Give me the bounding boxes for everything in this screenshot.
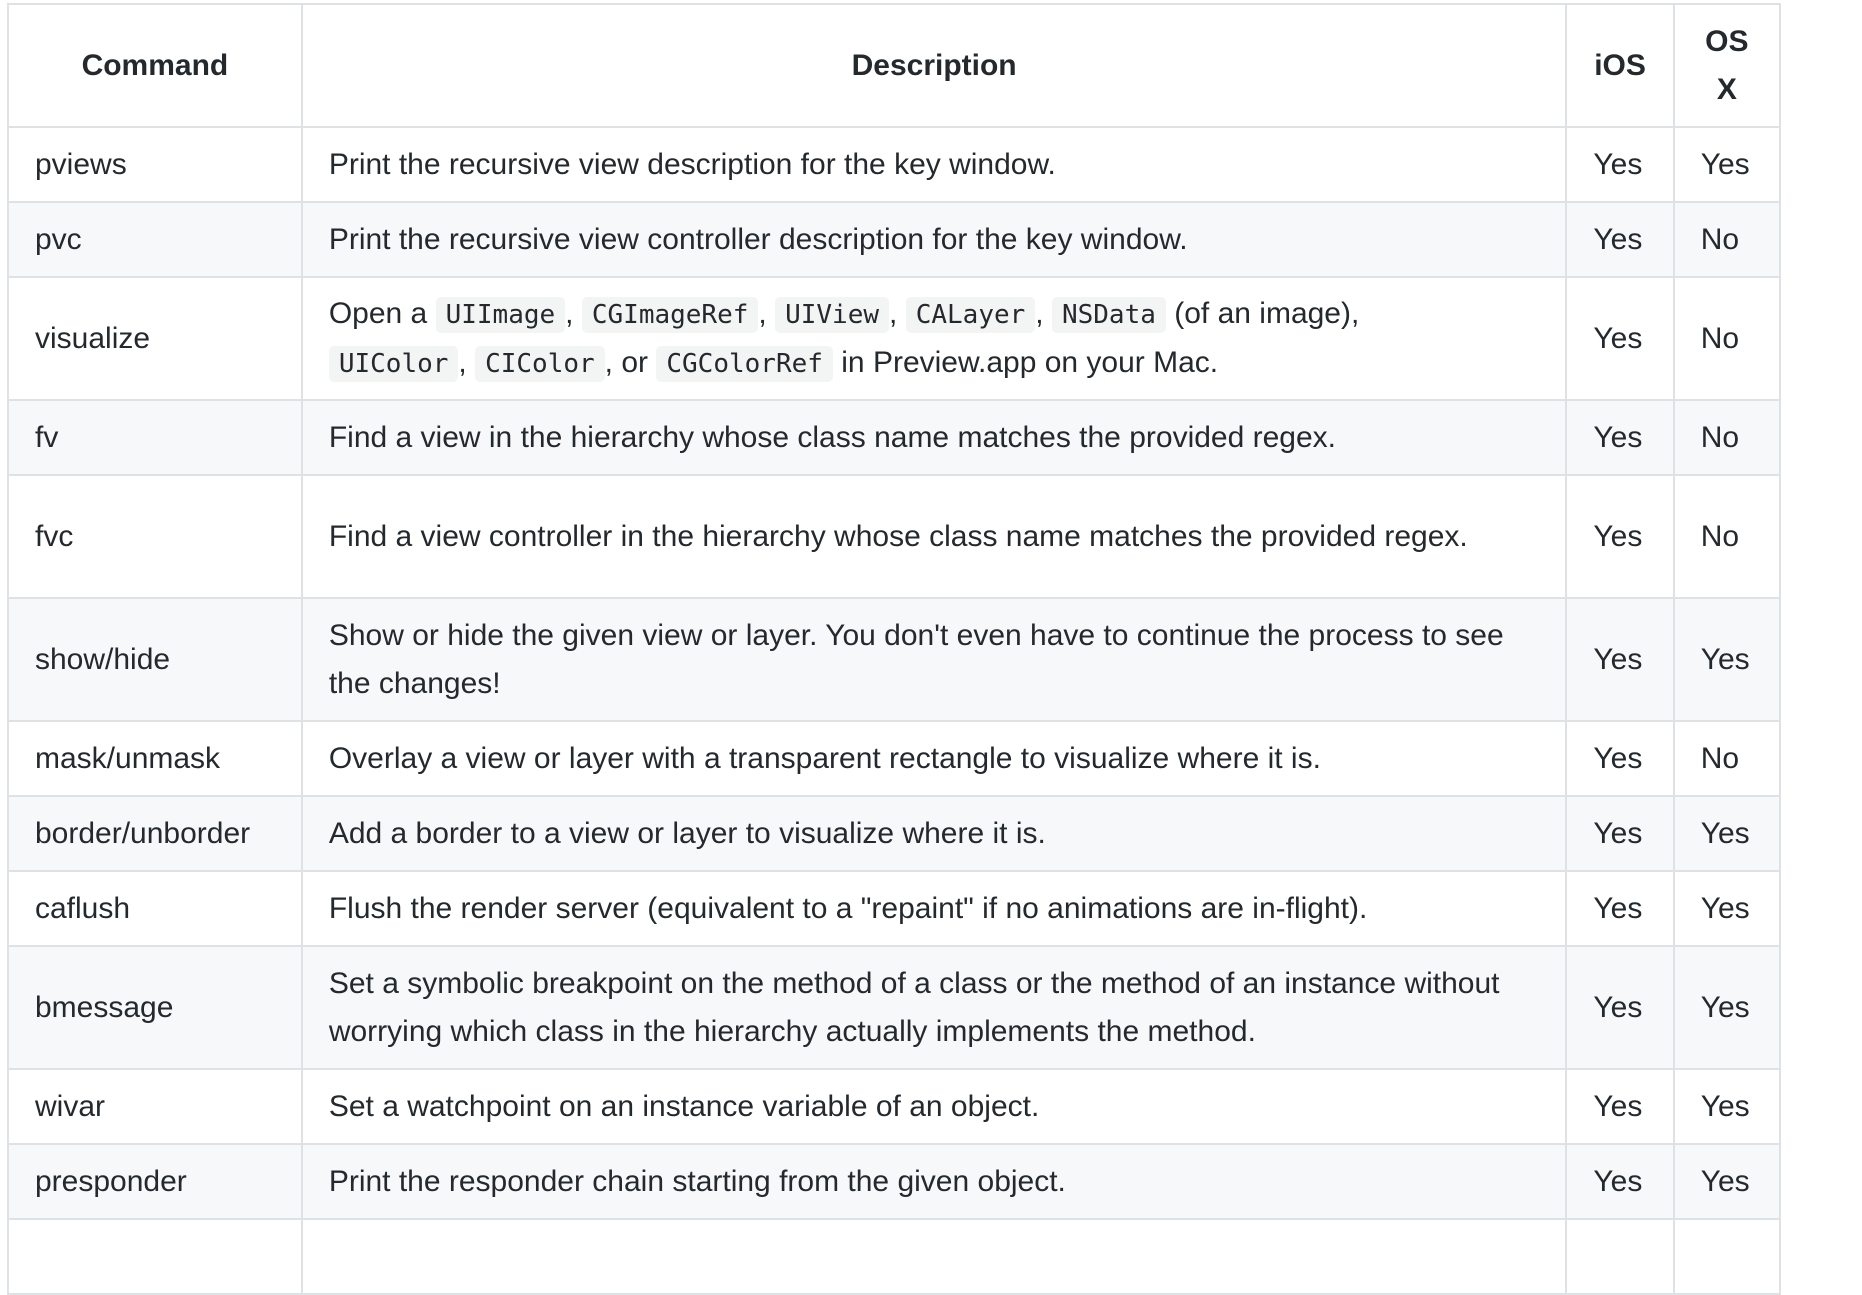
cell-command: visualize — [8, 277, 302, 400]
cell-ios: Yes — [1566, 202, 1673, 277]
cell-command: show/hide — [8, 598, 302, 721]
cell-ios: Yes — [1566, 946, 1673, 1069]
cell-description: Find a view in the hierarchy whose class name matches the provided regex. — [302, 400, 1567, 475]
cell-description: Print the recursive view description for the key window. — [302, 127, 1567, 202]
code-uiimage: UIImage — [436, 297, 566, 333]
cell-osx: Yes — [1674, 796, 1780, 871]
cell-osx: Yes — [1674, 127, 1780, 202]
cell-description: Flush the render server (equivalent to a "repaint" if no animations are in-flight). — [302, 871, 1567, 946]
cell-description: Show or hide the given view or layer. You don't even have to continue the process to see the changes! — [302, 598, 1567, 721]
commands-table-container — [7, 3, 1781, 1295]
cell-ios: Yes — [1566, 1144, 1673, 1219]
table-row — [8, 202, 1780, 277]
table-header-row — [8, 4, 1780, 127]
cell-osx: No — [1674, 400, 1780, 475]
table-row — [8, 598, 1780, 721]
cell-partial — [302, 1219, 1567, 1294]
cell-partial — [1566, 1219, 1673, 1294]
table-row — [8, 475, 1780, 598]
cell-ios: Yes — [1566, 871, 1673, 946]
cell-command: pviews — [8, 127, 302, 202]
header-ios: iOS — [1566, 4, 1673, 127]
code-calayer: CALayer — [906, 297, 1036, 333]
desc-text: Open a — [328, 296, 428, 330]
cell-ios: Yes — [1566, 598, 1673, 721]
table-row — [8, 1144, 1780, 1219]
table-row — [8, 946, 1780, 1069]
desc-text: , — [758, 296, 767, 330]
header-osx — [1674, 4, 1780, 127]
cell-description: Add a border to a view or layer to visualize where it is. — [302, 796, 1567, 871]
cell-osx: Yes — [1674, 1144, 1780, 1219]
cell-partial — [1674, 1219, 1780, 1294]
cell-description: Set a symbolic breakpoint on the method of a class or the method of an instance without worrying which class in the hierarchy actually implements the method. — [302, 946, 1567, 1069]
cell-description: Set a watchpoint on an instance variable of an object. — [302, 1069, 1567, 1144]
desc-text: , — [458, 345, 467, 379]
cell-osx: Yes — [1674, 871, 1780, 946]
code-uiview: UIView — [775, 297, 889, 333]
cell-ios: Yes — [1566, 400, 1673, 475]
cell-command: wivar — [8, 1069, 302, 1144]
header-osx-line1: OS — [1705, 24, 1749, 58]
desc-text: in Preview.app on your Mac. — [841, 345, 1219, 379]
code-cgcolorref: CGColorRef — [656, 346, 833, 382]
code-cicolor: CIColor — [475, 346, 605, 382]
cell-ios: Yes — [1566, 127, 1673, 202]
cell-partial — [8, 1219, 302, 1294]
table-row — [8, 400, 1780, 475]
commands-table — [7, 3, 1781, 1295]
table-row-partial — [8, 1219, 1780, 1294]
cell-osx: Yes — [1674, 946, 1780, 1069]
cell-ios: Yes — [1566, 796, 1673, 871]
table-row — [8, 1069, 1780, 1144]
cell-description — [302, 277, 1567, 400]
code-uicolor: UIColor — [329, 346, 459, 382]
header-command: Command — [8, 4, 302, 127]
cell-osx: Yes — [1674, 598, 1780, 721]
cell-osx: No — [1674, 202, 1780, 277]
desc-text: , — [1035, 296, 1044, 330]
cell-command: fv — [8, 400, 302, 475]
cell-osx: No — [1674, 277, 1780, 400]
desc-text: , or — [604, 345, 649, 379]
header-description: Description — [302, 4, 1567, 127]
cell-osx: No — [1674, 721, 1780, 796]
desc-text: , — [889, 296, 898, 330]
cell-description: Print the responder chain starting from the given object. — [302, 1144, 1567, 1219]
cell-command: bmessage — [8, 946, 302, 1069]
cell-command: presponder — [8, 1144, 302, 1219]
cell-description: Overlay a view or layer with a transparent rectangle to visualize where it is. — [302, 721, 1567, 796]
code-nsdata: NSData — [1052, 297, 1166, 333]
table-row — [8, 721, 1780, 796]
cell-ios: Yes — [1566, 1069, 1673, 1144]
table-row — [8, 277, 1780, 400]
cell-command: pvc — [8, 202, 302, 277]
cell-ios: Yes — [1566, 475, 1673, 598]
desc-text: , — [565, 296, 574, 330]
cell-description: Find a view controller in the hierarchy whose class name matches the provided regex. — [302, 475, 1567, 598]
cell-command: mask/unmask — [8, 721, 302, 796]
cell-description: Print the recursive view controller description for the key window. — [302, 202, 1567, 277]
table-row — [8, 127, 1780, 202]
cell-command: fvc — [8, 475, 302, 598]
cell-command: border/unborder — [8, 796, 302, 871]
cell-osx: No — [1674, 475, 1780, 598]
cell-osx: Yes — [1674, 1069, 1780, 1144]
cell-ios: Yes — [1566, 277, 1673, 400]
desc-text: (of an image), — [1174, 296, 1360, 330]
cell-command: caflush — [8, 871, 302, 946]
header-osx-line2: X — [1716, 72, 1737, 106]
cell-ios: Yes — [1566, 721, 1673, 796]
table-row — [8, 871, 1780, 946]
code-cgimageref: CGImageRef — [582, 297, 759, 333]
table-row — [8, 796, 1780, 871]
